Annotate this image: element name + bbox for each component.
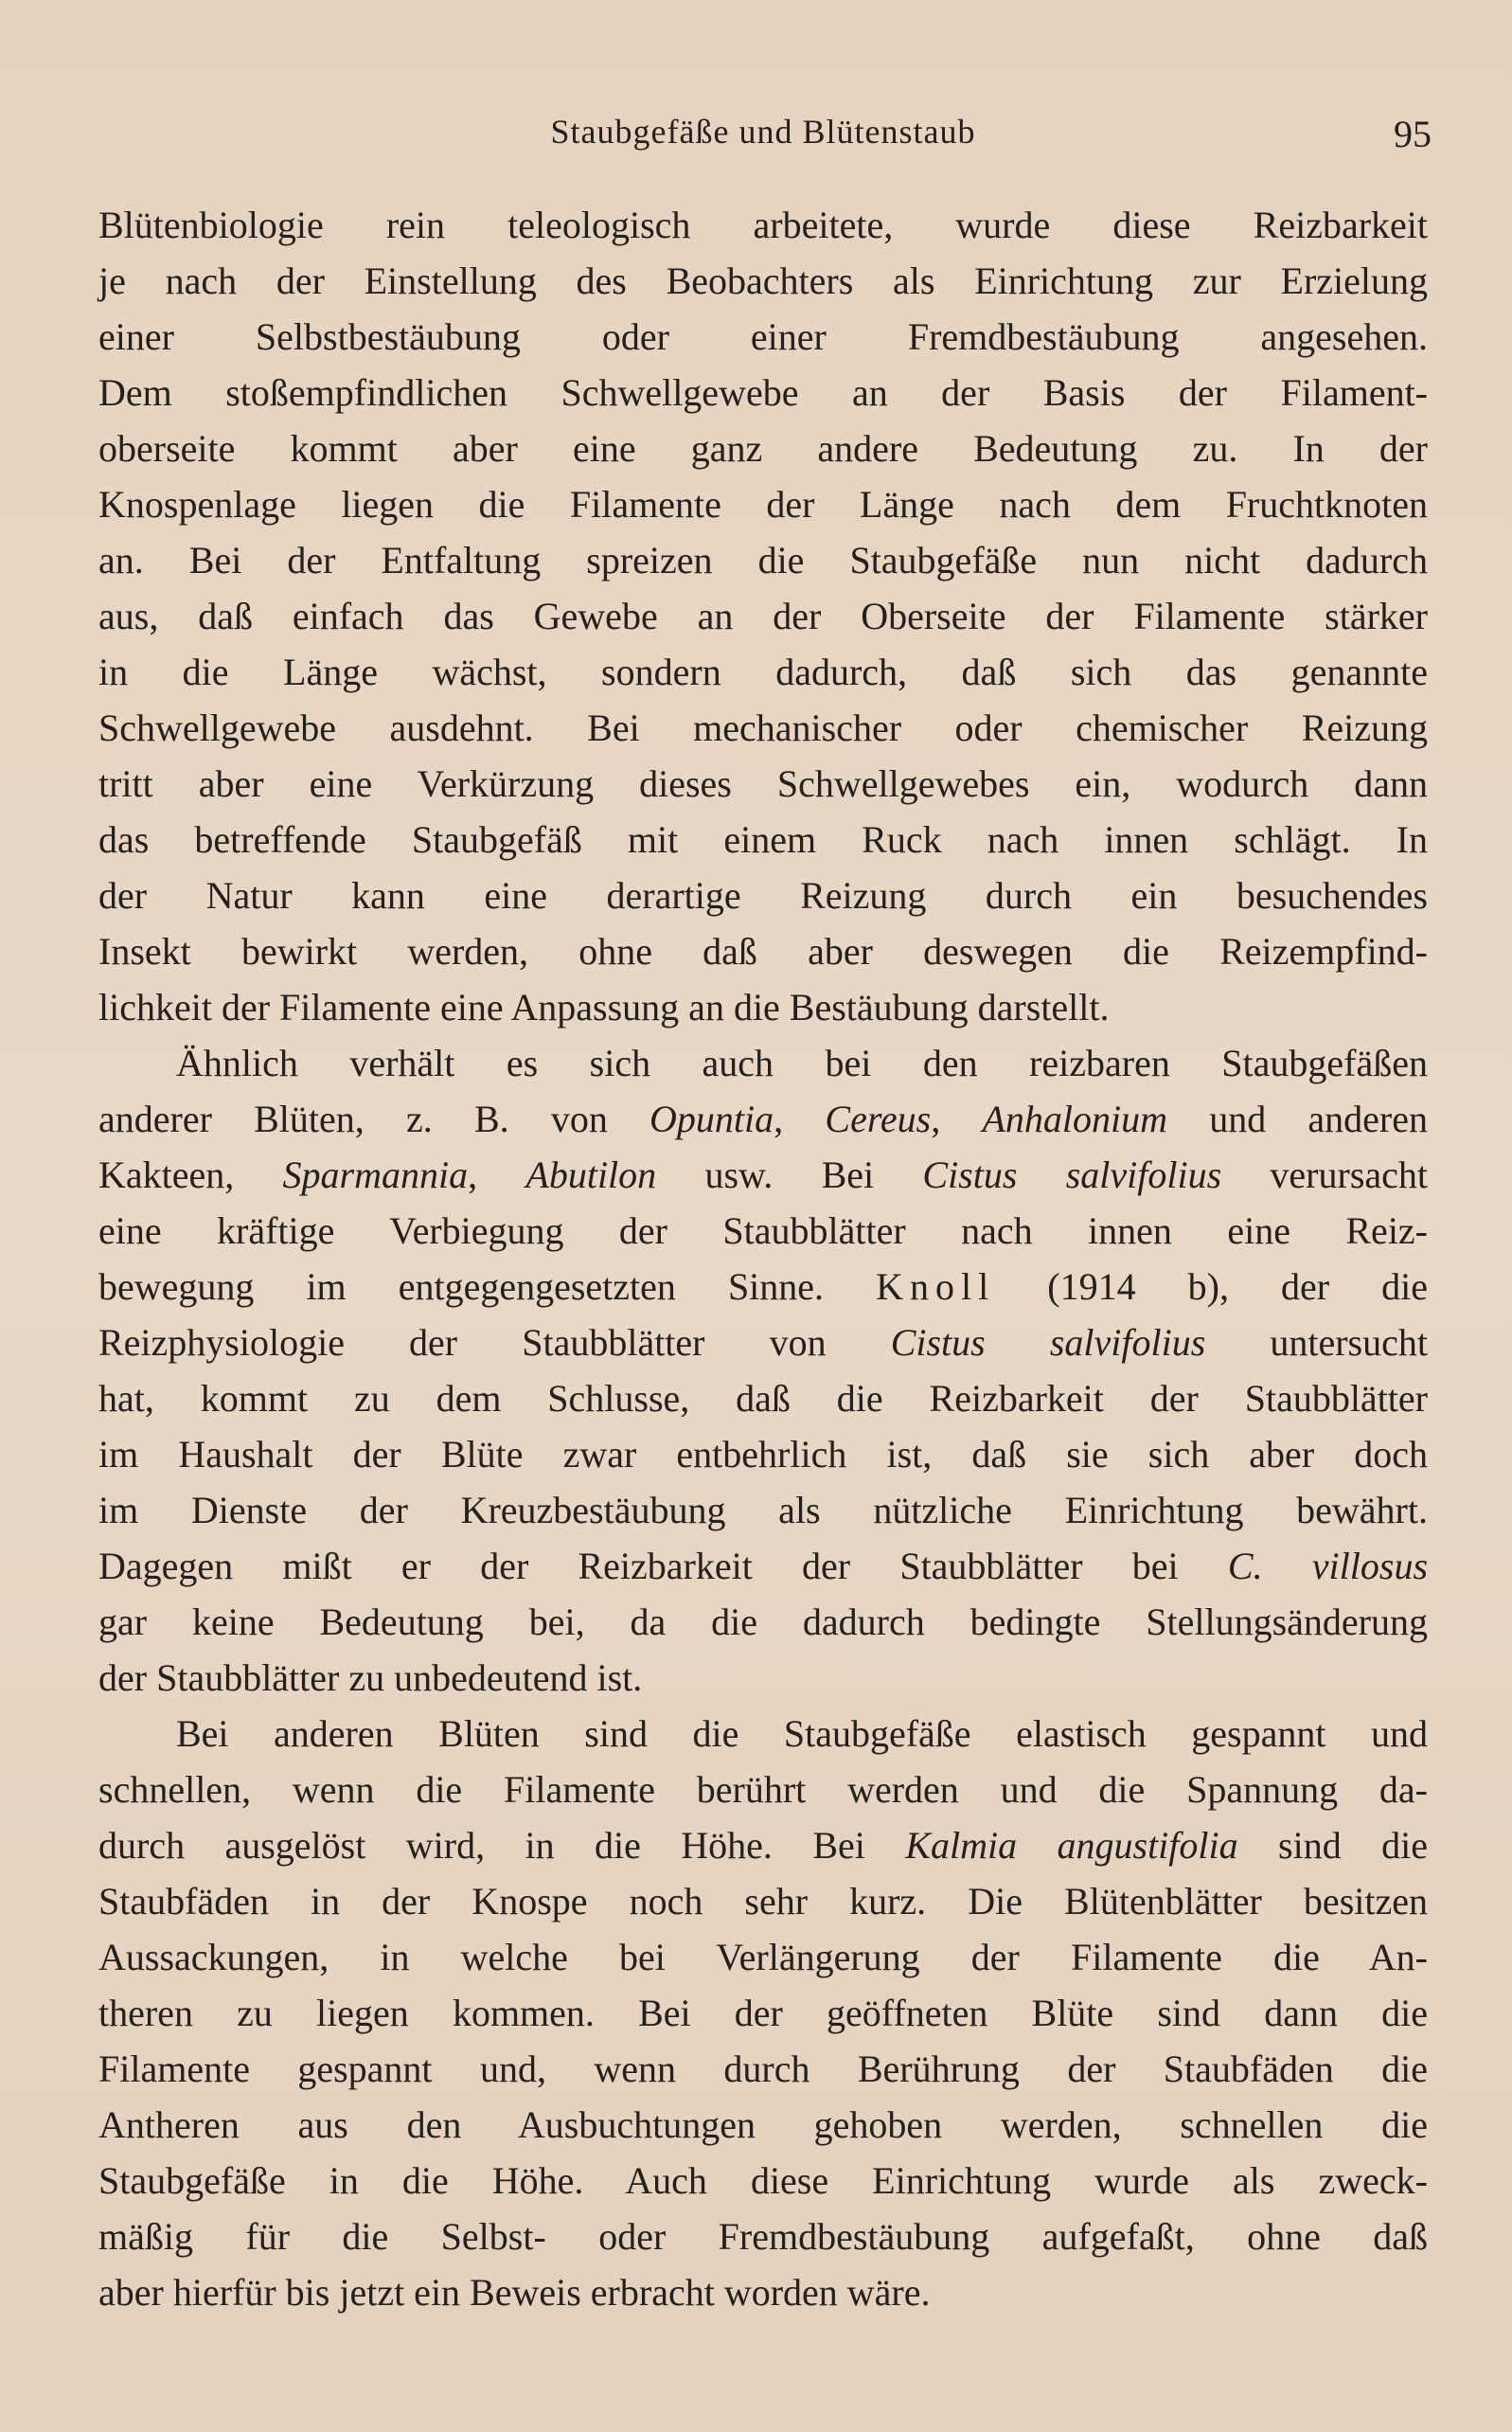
text-run: (1914 b), der die — [995, 1265, 1428, 1308]
taxon-name: C. villosus — [1227, 1545, 1429, 1587]
text-line: Insekt bewirkt werden, ohne daß aber deswegen die Reizempfind- — [98, 930, 1428, 973]
text-run: anderer Blüten, z. B. von — [98, 1098, 650, 1140]
running-title: Staubgefäße und Blütenstaub — [550, 113, 976, 151]
text-line — [98, 1259, 1428, 1314]
text-line: in die Länge wächst, sondern dadurch, daß sich das genannte — [98, 651, 1428, 693]
text-run: durch ausgelöst wird, in die Höhe. Bei — [98, 1824, 906, 1867]
author-name: Knoll — [876, 1265, 996, 1308]
text-line: Ähnlich verhält es sich auch bei den reizbaren Staubgefäßen — [176, 1042, 1428, 1084]
text-line — [98, 1147, 1428, 1203]
body-text — [98, 197, 1428, 2320]
paragraph-3 — [98, 1706, 1428, 2320]
text-line — [98, 1314, 1428, 1370]
text-line: Schwellgewebe ausdehnt. Bei mechanischer oder chemischer Reizung — [98, 706, 1428, 749]
text-run: Reizphysiologie der Staubblätter von — [98, 1321, 891, 1364]
text-line: Antheren aus den Ausbuchtungen gehoben werden, schnellen die — [98, 2103, 1428, 2146]
taxon-name: Kalmia angustifolia — [905, 1824, 1238, 1867]
text-run: , — [774, 1098, 826, 1140]
taxon-name: Anhalonium — [982, 1098, 1167, 1140]
text-line: Staubgefäße in die Höhe. Auch diese Einrichtung wurde als zweck- — [98, 2159, 1428, 2202]
text-line: lichkeit der Filamente eine Anpassung an die Bestäubung darstellt. — [98, 986, 1110, 1028]
text-line: je nach der Einstellung des Beobachters als Einrichtung zur Erzielung — [98, 259, 1428, 302]
text-run: , — [468, 1153, 526, 1196]
taxon-name: Cistus salvifolius — [890, 1321, 1206, 1364]
taxon-name: Abutilon — [525, 1153, 657, 1196]
text-line: hat, kommt zu dem Schlusse, daß die Reizbarkeit der Staubblätter — [98, 1377, 1428, 1420]
text-line: an. Bei der Entfaltung spreizen die Staubgefäße nun nicht dadurch — [98, 539, 1428, 581]
text-line: Filamente gespannt und, wenn durch Berührung der Staubfäden die — [98, 2048, 1428, 2090]
text-line: mäßig für die Selbst- oder Fremdbestäubung aufgefaßt, ohne daß — [98, 2215, 1428, 2258]
text-line: das betreffende Staubgefäß mit einem Ruck nach innen schlägt. In — [98, 818, 1428, 861]
text-run: Dagegen mißt er der Reizbarkeit der Staubblätter bei — [98, 1545, 1228, 1587]
text-line: oberseite kommt aber eine ganz andere Bedeutung zu. In der — [98, 427, 1428, 470]
text-line: Aussackungen, in welche bei Verlängerung der Filamente die An- — [98, 1936, 1428, 1978]
page-number: 95 — [1394, 113, 1432, 155]
text-line: Staubfäden in der Knospe noch sehr kurz. Die Blütenblätter besitzen — [98, 1880, 1428, 1922]
text-run: sind die — [1237, 1824, 1429, 1867]
taxon-name: Cistus salvifolius — [922, 1153, 1222, 1196]
taxon-name: Sparmannia — [282, 1153, 469, 1196]
text-line: im Haushalt der Blüte zwar entbehrlich ist, daß sie sich aber doch — [98, 1433, 1428, 1475]
taxon-name: Cereus — [825, 1098, 932, 1140]
text-run: verursacht — [1221, 1153, 1429, 1196]
text-run: und anderen — [1167, 1098, 1429, 1140]
text-line: einer Selbstbestäubung oder einer Fremdbestäubung angesehen. — [98, 315, 1428, 358]
text-line: Knospenlage liegen die Filamente der Länge nach dem Fruchtknoten — [98, 483, 1428, 526]
text-line: theren zu liegen kommen. Bei der geöffneten Blüte sind dann die — [98, 1992, 1428, 2034]
page-header — [95, 112, 1432, 169]
text-line: im Dienste der Kreuzbestäubung als nützliche Einrichtung bewährt. — [98, 1489, 1428, 1531]
text-line: gar keine Bedeutung bei, da die dadurch bedingte Stellungsänderung — [98, 1600, 1428, 1643]
taxon-name: Opuntia — [649, 1098, 774, 1140]
text-run: , — [931, 1098, 983, 1140]
text-line: eine kräftige Verbiegung der Staubblätter nach innen eine Reiz- — [98, 1209, 1428, 1252]
paragraph-2 — [98, 1035, 1428, 1706]
text-run: bewegung im entgegengesetzten Sinne. — [98, 1265, 877, 1308]
text-run: untersucht — [1205, 1321, 1428, 1364]
text-line: Bei anderen Blüten sind die Staubgefäße elastisch gespannt und — [176, 1712, 1428, 1755]
text-line — [98, 1538, 1428, 1594]
text-line: der Staubblätter zu unbedeutend ist. — [98, 1656, 643, 1699]
text-line: aber hierfür bis jetzt ein Beweis erbracht worden wäre. — [98, 2271, 931, 2314]
text-run: usw. Bei — [656, 1153, 923, 1196]
paragraph-1 — [98, 197, 1428, 1035]
text-line — [98, 1817, 1428, 1873]
text-line: aus, daß einfach das Gewebe an der Oberseite der Filamente stärker — [98, 595, 1428, 637]
text-line: Blütenbiologie rein teleologisch arbeitete, wurde diese Reizbarkeit — [98, 204, 1428, 246]
text-run: Kakteen, — [98, 1153, 283, 1196]
text-line: der Natur kann eine derartige Reizung durch ein besuchendes — [98, 874, 1428, 917]
text-line — [98, 1091, 1428, 1147]
text-line: Dem stoßempfindlichen Schwellgewebe an der Basis der Filament- — [98, 371, 1428, 414]
text-line: schnellen, wenn die Filamente berührt werden und die Spannung da- — [98, 1768, 1428, 1811]
text-line: tritt aber eine Verkürzung dieses Schwellgewebes ein, wodurch dann — [98, 762, 1428, 805]
